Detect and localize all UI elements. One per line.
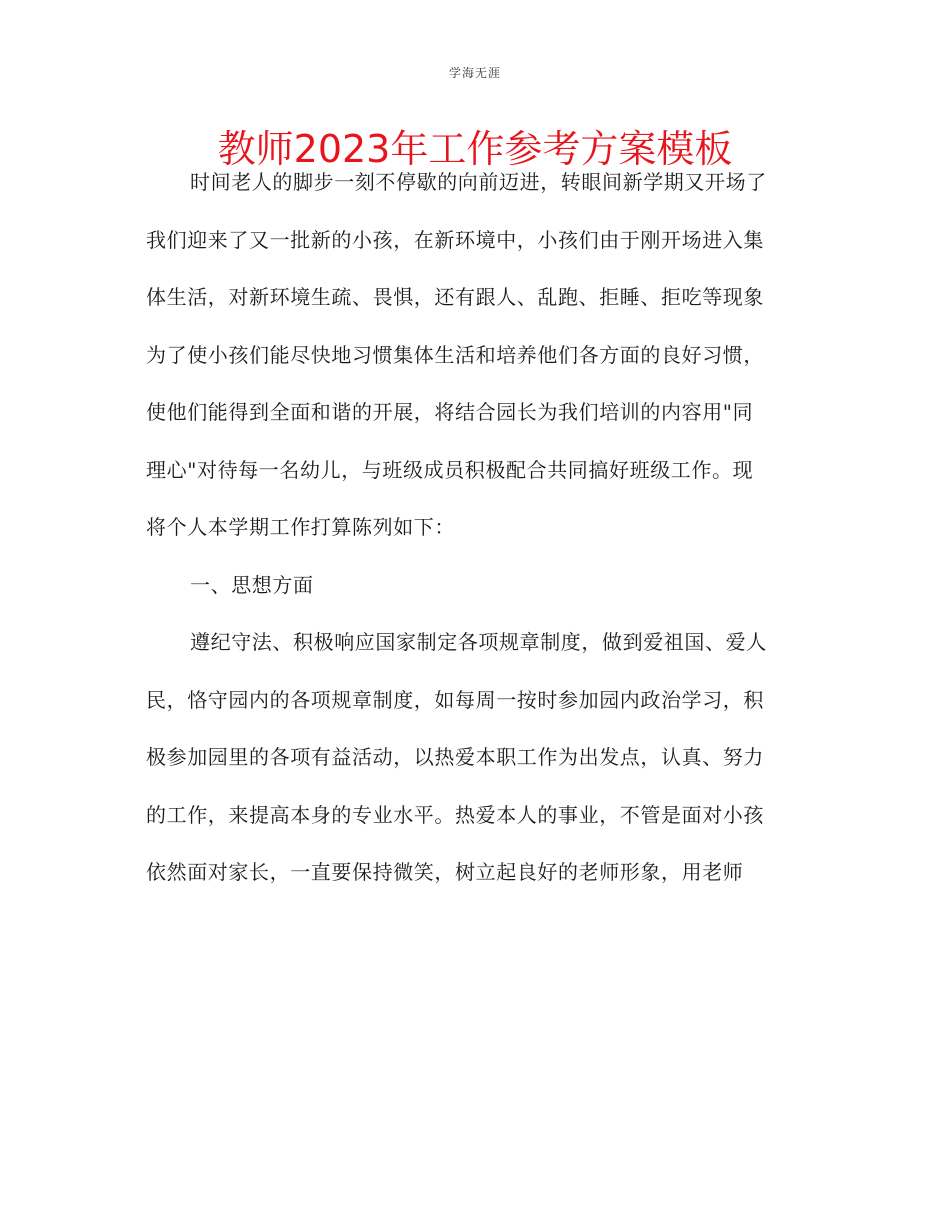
section-heading: 一、思想方面 [190, 573, 314, 597]
paragraph-line: 使他们能得到全面和谐的开展，将结合园长为我们培训的内容用"同 [146, 400, 754, 424]
paragraph-line: 依然面对家长，一直要保持微笑，树立起良好的老师形象，用老师 [146, 860, 744, 884]
paragraph-line: 时间老人的脚步一刻不停歇的向前迈进，转眼间新学期又开场了 [190, 170, 767, 194]
paragraph-line: 理心"对待每一名幼儿，与班级成员积极配合共同搞好班级工作。现 [146, 458, 754, 482]
paragraph-line: 我们迎来了又一批新的小孩，在新环境中，小孩们由于刚开场进入集 [146, 228, 764, 252]
paragraph-line: 体生活，对新环境生疏、畏惧，还有跟人、乱跑、拒睡、拒吃等现象 [146, 285, 764, 309]
paragraph-line: 极参加园里的各项有益活动，以热爱本职工作为出发点，认真、努力 [146, 745, 764, 769]
document-title: 教师2023年工作参考方案模板 [217, 127, 733, 171]
paragraph-line: 为了使小孩们能尽快地习惯集体生活和培养他们各方面的良好习惯， [146, 343, 764, 367]
running-header: 学海无涯 [448, 66, 501, 80]
paragraph-line: 遵纪守法、积极响应国家制定各项规章制度，做到爱祖国、爱人 [190, 630, 767, 654]
paragraph-line: 将个人本学期工作打算陈列如下： [146, 515, 455, 539]
paragraph-line: 的工作，来提高本身的专业水平。热爱本人的事业，不管是面对小孩 [146, 803, 764, 827]
paragraph-line: 民，恪守园内的各项规章制度，如每周一按时参加园内政治学习，积 [146, 688, 764, 712]
